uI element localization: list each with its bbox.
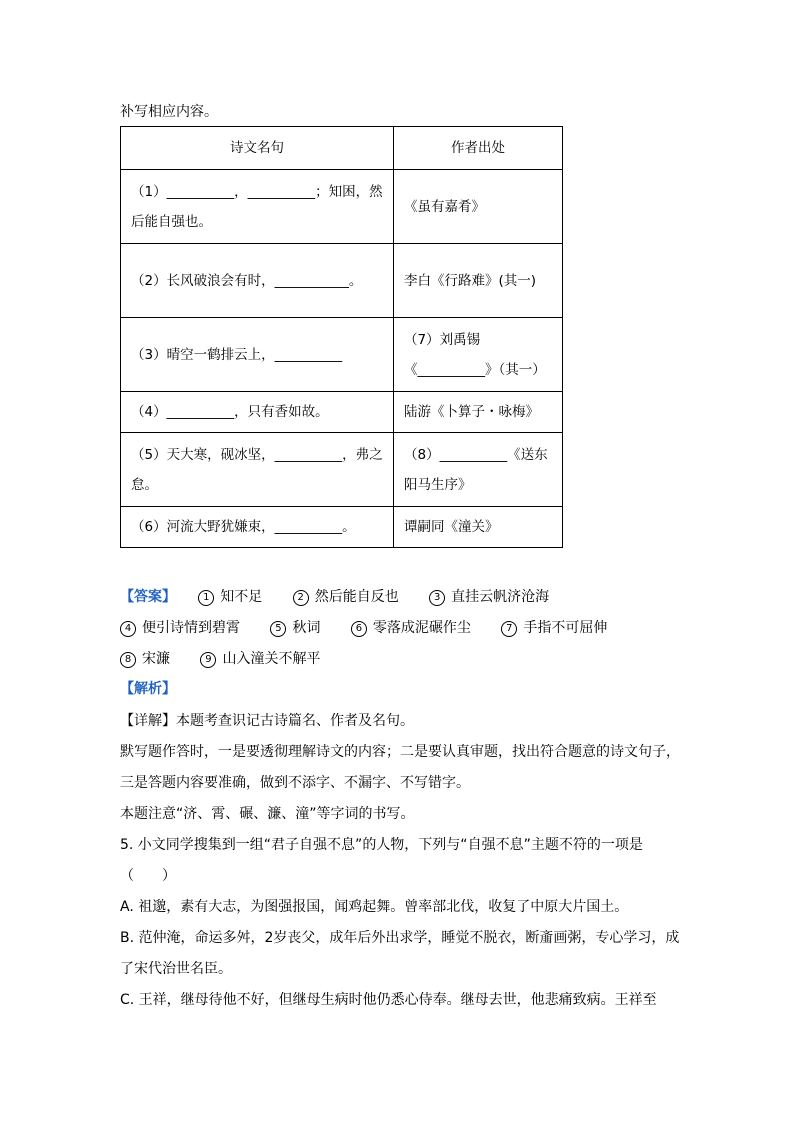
verse-cell: （1）__________，__________；知困，然后能自强也。 [121,170,394,244]
circled-number: 1 [198,590,214,606]
question-stem: 5. 小文同学搜集到一组“君子自强不息”的人物，下列与“自强不息”主题不符的一项是（ ） [120,837,643,884]
analysis-paragraph: 默写题作答时，一是要透彻理解诗文的内容；二是要认真审题，找出符合题意的诗文句子，三是答题内容要准确，做到不添字、不漏字、不写错字。 [120,744,680,791]
answer-item [270,620,320,636]
source-cell: （8）__________《送东阳马生序》 [394,433,563,507]
circled-number: 4 [120,621,136,637]
answer-text: 零落成泥碾作尘 [372,620,471,636]
answer-item [198,589,262,605]
verse-cell: （5）天大寒，砚冰坚，__________，弗之怠。 [121,433,394,507]
table-header-row [121,127,563,170]
header-source: 作者出处 [394,127,563,170]
verse-cell: （3）晴空一鹤排云上，__________ [121,318,394,392]
intro-text: 补写相应内容。 [120,104,218,120]
option-c: C. 王祥，继母待他不好，但继母生病时他仍悉心侍奉。继母去世，他悲痛致病。王祥至 [120,992,657,1008]
source-cell: 李白《行路难》(其一) [394,244,563,318]
answer-text: 手指不可屈伸 [523,620,608,636]
answer-text: 秋词 [292,620,321,636]
table-row [121,433,563,507]
answer-item [200,651,320,667]
source-cell: 《虽有嘉肴》 [394,170,563,244]
verse-cell: （4）__________，只有香如故。 [121,392,394,433]
circled-number: 2 [293,590,309,606]
table-row [121,392,563,433]
table-row [121,170,563,244]
analysis-paragraph: 本题注意“济、霄、碾、濂、潼”等字词的书写。 [120,806,415,822]
table-row [121,244,563,318]
circled-number: 9 [200,652,216,668]
source-cell: 谭嗣同《潼关》 [394,507,563,548]
circled-number: 8 [120,652,136,668]
answer-text: 直挂云帆济沧海 [451,589,550,605]
option-b: B. 范仲淹，命运多舛，2岁丧父，成年后外出求学，睡觉不脱衣，断齑画粥，专心学习，成了宋代治世名臣。 [120,930,680,977]
header-verse: 诗文名句 [121,127,394,170]
answer-item [120,620,240,636]
circled-number: 6 [351,621,367,637]
circled-number: 7 [501,621,517,637]
answer-item [293,589,399,605]
analysis-paragraph: 【详解】本题考查识记古诗篇名、作者及名句。 [120,713,414,729]
circled-number: 3 [429,590,445,606]
answer-item [501,620,607,636]
analysis-label: 【解析】 [120,681,176,697]
analysis-body [120,706,680,1016]
answer-block [120,582,680,675]
circled-number: 5 [270,621,286,637]
answer-item [351,620,471,636]
verse-cell: （2）长风破浪会有时，___________。 [121,244,394,318]
answer-text: 便引诗情到碧霄 [142,620,240,636]
answer-text: 然后能自反也 [314,589,399,605]
answer-label: 【答案】 [120,589,176,605]
source-cell: （7）刘禹锡《__________》（其一） [394,318,563,392]
option-a: A. 祖邈，素有大志，为图强报国，闻鸡起舞。曾率部北伐，收复了中原大片国土。 [120,899,629,915]
source-cell: 陆游《卜算子・咏梅》 [394,392,563,433]
table-row [121,318,563,392]
table-row [121,507,563,548]
answer-text: 宋濂 [142,651,170,667]
verse-cell: （6）河流大野犹嫌束，__________。 [121,507,394,548]
answer-item [429,589,549,605]
answer-item [120,651,170,667]
answer-text: 知不足 [220,589,263,605]
answer-text: 山入潼关不解平 [222,651,321,667]
poem-table [120,126,563,548]
